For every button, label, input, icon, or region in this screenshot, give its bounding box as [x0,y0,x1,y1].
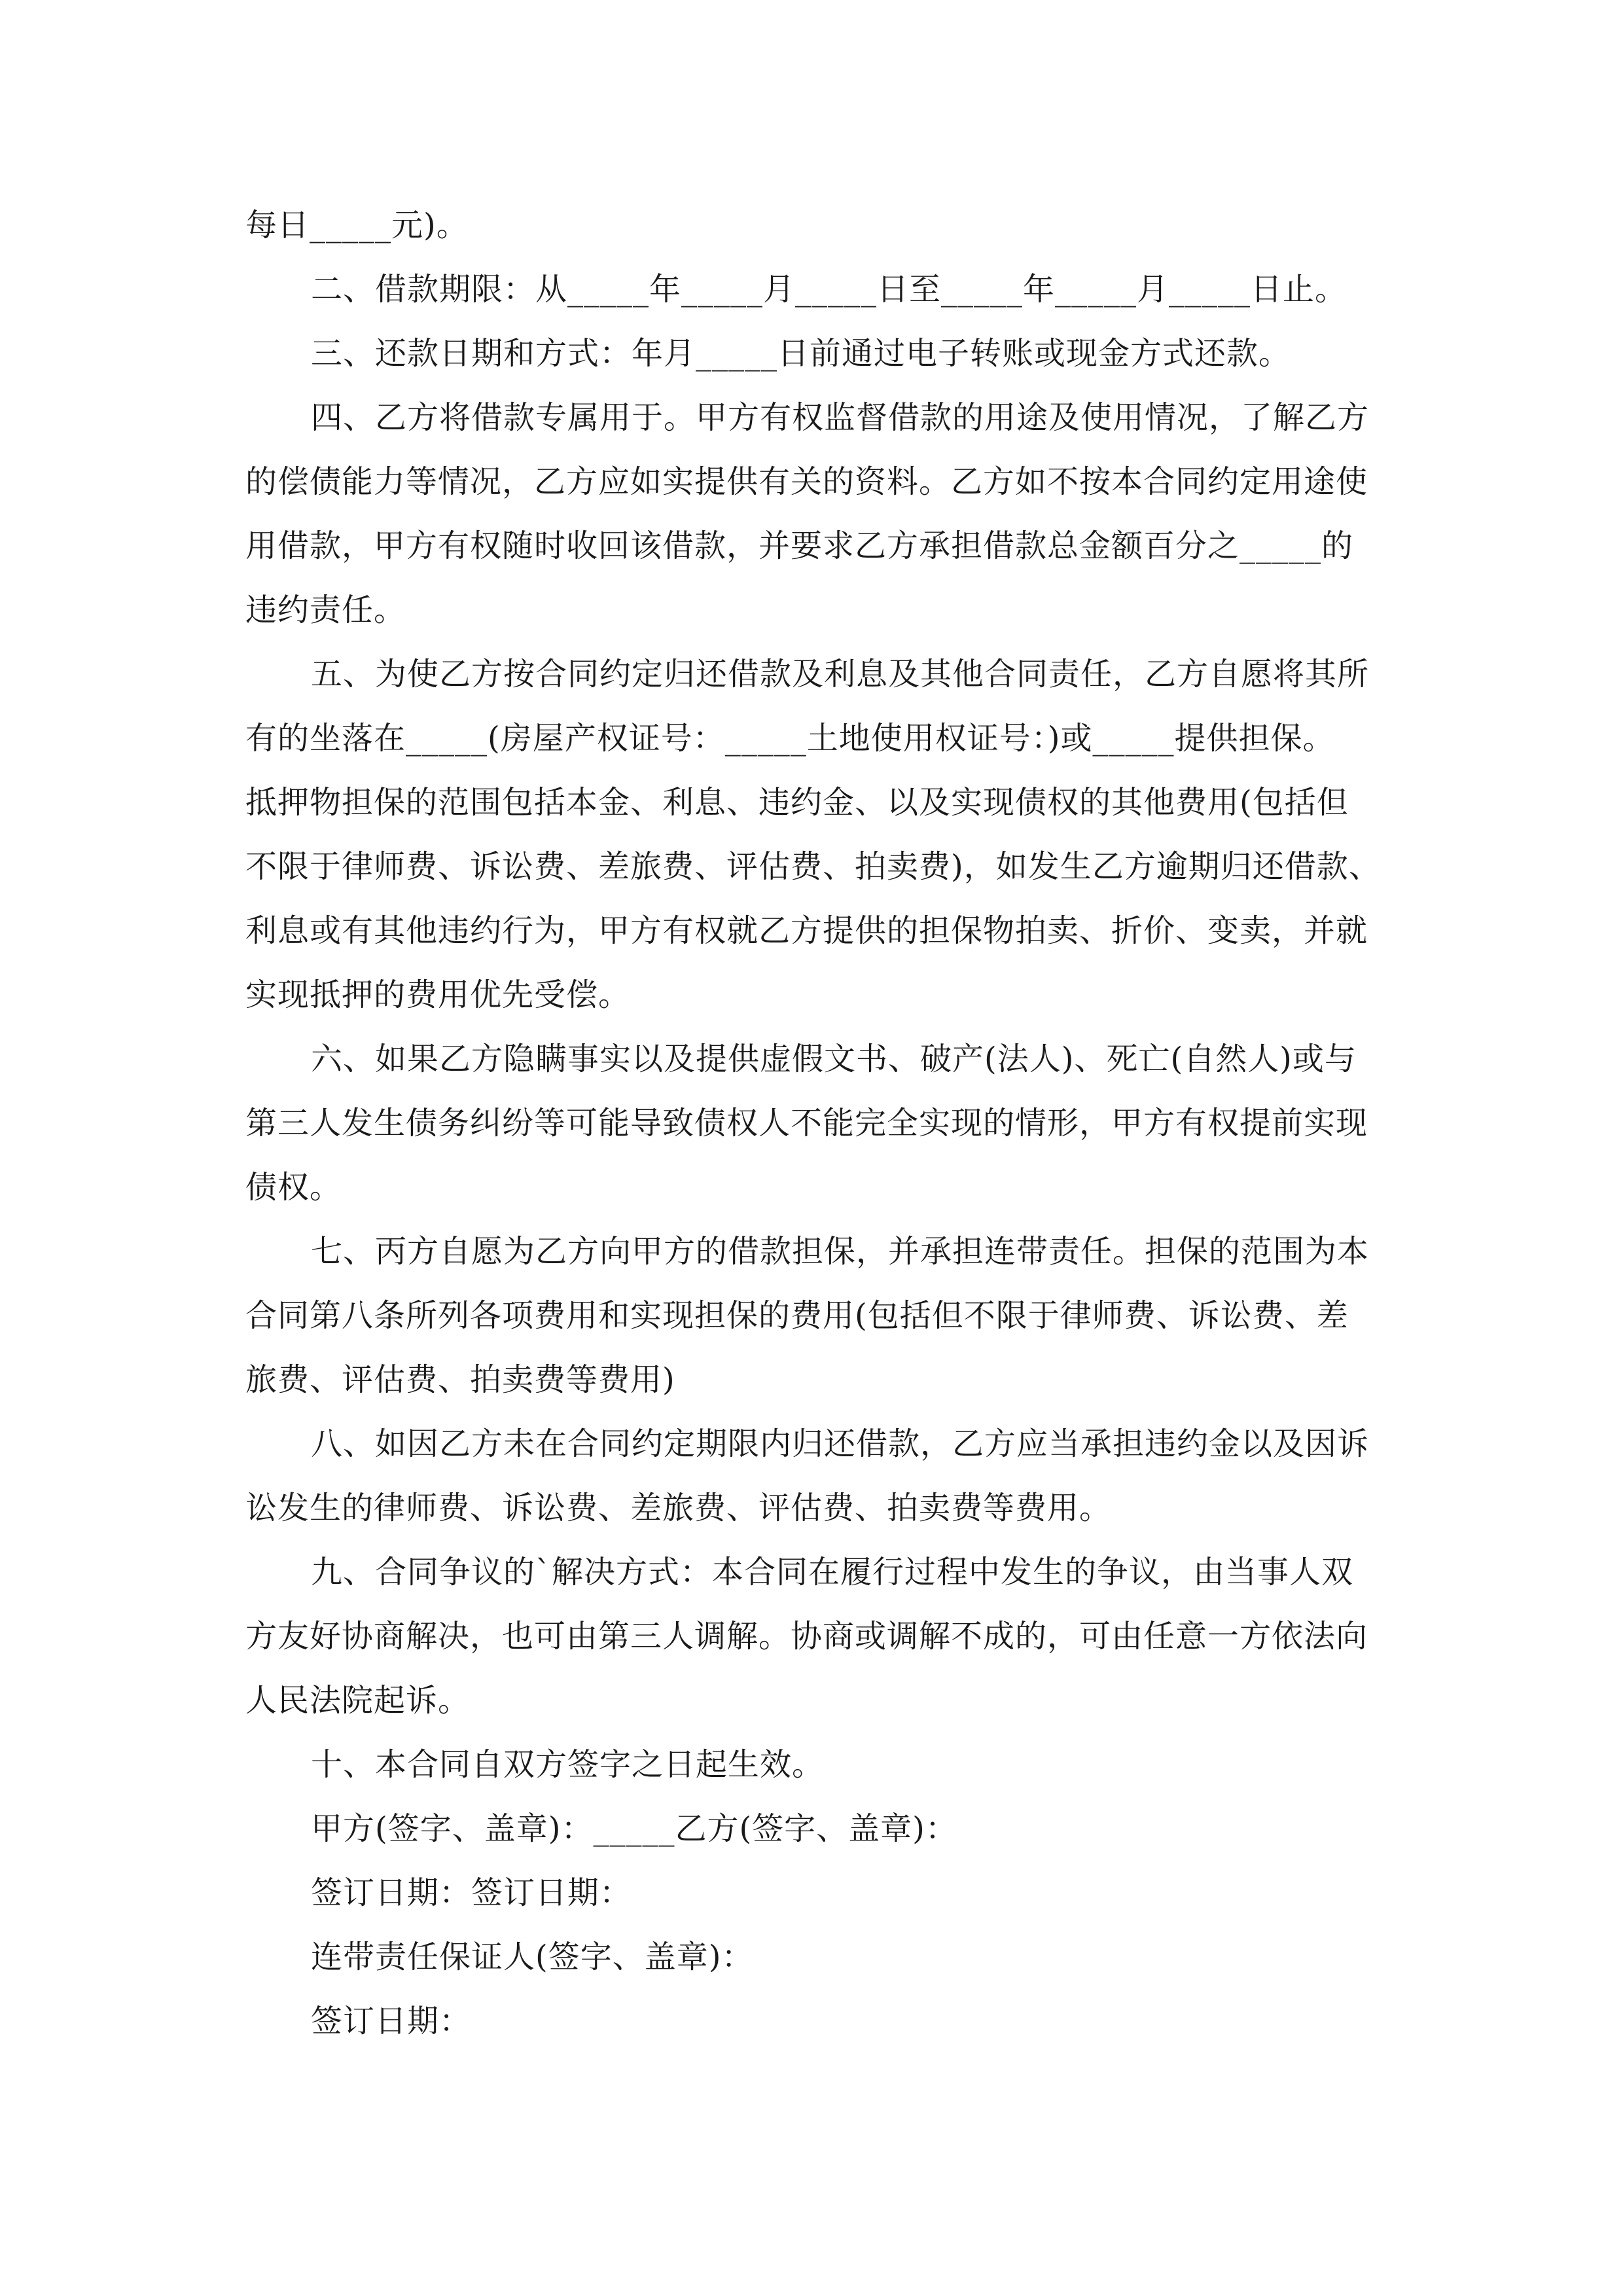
clause-6-start: 六、如果乙方隐瞒事实以及提供虚假文书、破产(法人)、死亡(自然人)或与 [311,1041,1357,1077]
clause-9-start: 九、合同争议的`解决方式：本合同在履行过程中发生的争议，由当事人双 [311,1554,1354,1590]
clause-10: 十、本合同自双方签字之日起生效。 [311,1746,825,1783]
clause-2-loan-term: 二、借款期限：从_____年_____月_____日至_____年_____月_____日止。 [311,271,1347,308]
clause-7-start: 七、丙方自愿为乙方向甲方的借款担保，并承担连带责任。担保的范围为本 [311,1233,1370,1270]
text-line: 旅费、评估费、拍卖费等费用) [245,1361,675,1398]
signature-guarantor: 连带责任保证人(签字、盖章)： [311,1939,754,1975]
signature-party-a-b: 甲方(签字、盖章)：_____乙方(签字、盖章)： [311,1810,957,1847]
clause-3-repayment: 三、还款日期和方式：年月_____日前通过电子转账或现金方式还款。 [311,335,1291,372]
text-line: 讼发生的律师费、诉讼费、差旅费、评估费、拍卖费等费用。 [245,1490,1112,1526]
text-line: 有的坐落在_____(房屋产权证号：_____土地使用权证号：)或_____提供担保。 [245,720,1335,757]
clause-8-start: 八、如因乙方未在合同约定期限内归还借款，乙方应当承担违约金以及因诉 [311,1426,1370,1462]
text-line: 利息或有其他违约行为，甲方有权就乙方提供的担保物拍卖、折价、变卖，并就 [245,912,1368,949]
text-line: 的偿债能力等情况，乙方应如实提供有关的资料。乙方如不按本合同约定用途使 [245,463,1368,500]
signing-date-guarantor: 签订日期： [311,2003,472,2039]
text-line: 债权。 [245,1169,342,1206]
clause-4-start: 四、乙方将借款专属用于。甲方有权监督借款的用途及使用情况，了解乙方 [311,399,1370,436]
text-line: 方友好协商解决，也可由第三人调解。协商或调解不成的，可由任意一方依法向 [245,1618,1368,1655]
clause-5-start: 五、为使乙方按合同约定归还借款及利息及其他合同责任，乙方自愿将其所 [311,656,1370,692]
text-line: 人民法院起诉。 [245,1682,471,1719]
signing-date-a-b: 签订日期：签订日期： [311,1874,632,1911]
document-page [245,193,1381,2053]
text-line: 违约责任。 [245,592,406,628]
text-line: 不限于律师费、诉讼费、差旅费、评估费、拍卖费)，如发生乙方逾期归还借款、 [245,848,1381,885]
text-line: 实现抵押的费用优先受偿。 [245,977,631,1013]
text-line: 用借款，甲方有权随时收回该借款，并要求乙方承担借款总金额百分之_____的 [245,528,1354,564]
text-line: 第三人发生债务纠纷等可能导致债权人不能完全实现的情形，甲方有权提前实现 [245,1105,1368,1141]
text-line: 每日_____元)。 [245,207,469,243]
text-line: 合同第八条所列各项费用和实现担保的费用(包括但不限于律师费、诉讼费、差 [245,1297,1349,1334]
text-line: 抵押物担保的范围包括本金、利息、违约金、以及实现债权的其他费用(包括但 [245,784,1349,821]
